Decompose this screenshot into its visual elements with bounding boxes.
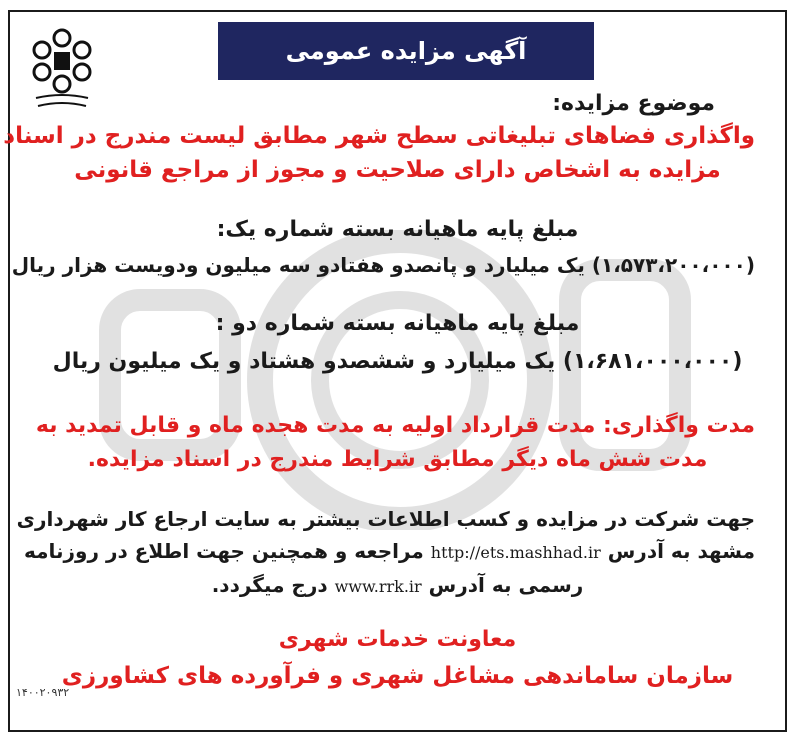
rrk-url-link[interactable]: www.rrk.ir (334, 577, 422, 596)
duration-line-1: مدت واگذاری: مدت قرارداد اولیه به مدت هجده ماه و قابل تمدید به (35, 413, 755, 438)
subject-line-1: واگذاری فضاهای تبلیغاتی سطح شهر مطابق لیست مندرج در اسناد (3, 123, 755, 149)
notice-title: آگهی مزایده عمومی (285, 37, 527, 65)
registration-number: ۱۴۰۰۲۰۹۳۲ (16, 686, 70, 699)
footer-organization: سازمان ساماندهی مشاغل شهری و فرآورده های کشاورزی (61, 663, 734, 689)
info-line-2-post: مراجعه و همچنین جهت اطلاع در روزنامه (23, 539, 424, 563)
package-1-amount: (۱،۵۷۳،۲۰۰،۰۰۰) یک میلیارد و پانصدو هفتادو سه میلیون ودویست هزار ریال (11, 253, 755, 277)
info-line-3-pre: رسمی به آدرس (428, 573, 584, 597)
duration-line-2: مدت شش ماه دیگر مطابق شرایط مندرج در اسناد مزایده. (87, 447, 708, 472)
subject-label: موضوع مزایده: (552, 91, 715, 116)
footer-department: معاونت خدمات شهری (278, 627, 517, 652)
package-1-label: مبلغ پایه ماهیانه بسته شماره یک: (216, 217, 579, 242)
mashhad-municipality-logo (30, 26, 94, 112)
package-2-label: مبلغ پایه ماهیانه بسته شماره دو : (215, 311, 580, 336)
ets-url-link[interactable]: http://ets.mashhad.ir (430, 543, 601, 562)
package-2-amount: (۱،۶۸۱،۰۰۰،۰۰۰) یک میلیارد و ششصدو هشتاد و یک میلیون ریال (52, 349, 743, 374)
info-line-1: جهت شرکت در مزایده و کسب اطلاعات بیشتر به سایت ارجاع کار شهرداری (16, 507, 755, 531)
subject-line-2: مزایده به اشخاص دارای صلاحیت و مجوز از مراجع قانونی (74, 157, 721, 183)
info-line-3-post: درج میگردد. (211, 573, 328, 597)
info-line-2 (23, 539, 755, 563)
info-line-2-pre: مشهد به آدرس (607, 539, 755, 563)
notice-title-banner (218, 22, 594, 80)
info-line-3 (40, 574, 755, 596)
